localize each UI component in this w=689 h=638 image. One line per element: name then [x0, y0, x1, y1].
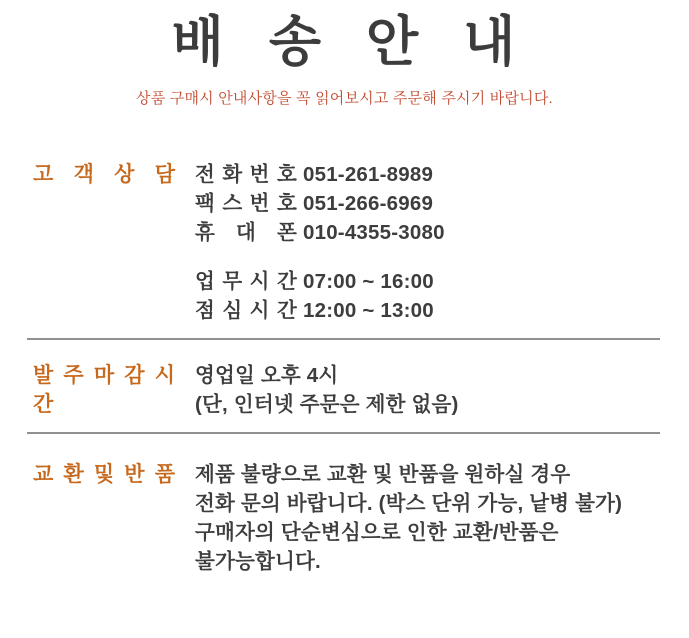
- exchange-return-line: 구매자의 단순변심으로 인한 교환/반품은: [195, 521, 559, 545]
- page-subtitle: 상품 구매시 안내사항을 꼭 읽어보시고 주문해 주시기 바랍니다.: [136, 90, 553, 108]
- header: [0, 0, 689, 108]
- exchange-return-content: [195, 460, 622, 576]
- phone-row: [195, 160, 445, 189]
- page-title: 배 송 안 내: [171, 12, 518, 72]
- lunch-hours-row: [195, 296, 445, 325]
- lunch-hours-label: 점 심 시 간: [195, 299, 297, 323]
- business-hours-label: 업 무 시 간: [195, 270, 297, 294]
- exchange-return-line: 제품 불량으로 교환 및 반품을 원하실 경우: [195, 463, 571, 487]
- section-customer-service: [0, 160, 689, 325]
- business-hours-value: 07:00 ~ 16:00: [303, 270, 434, 294]
- exchange-return-line: 불가능합니다.: [195, 550, 321, 574]
- fax-row: [195, 189, 445, 218]
- order-deadline-line: 영업일 오후 4시: [195, 364, 339, 388]
- customer-service-content: [195, 160, 445, 325]
- phone-number: 051-261-8989: [303, 163, 434, 187]
- phone-label: 전 화 번 호: [195, 163, 297, 187]
- divider: [27, 338, 660, 340]
- order-deadline-note: (단, 인터넷 주문은 제한 없음): [195, 393, 459, 417]
- order-deadline-content: [195, 361, 459, 419]
- fax-number: 051-266-6969: [303, 192, 434, 216]
- lunch-hours-value: 12:00 ~ 13:00: [303, 299, 434, 323]
- row-spacer: [195, 247, 445, 267]
- mobile-number: 010-4355-3080: [303, 221, 445, 245]
- mobile-label: 휴 대 폰: [195, 221, 297, 245]
- divider: [27, 432, 660, 434]
- fax-label: 팩 스 번 호: [195, 192, 297, 216]
- business-hours-row: [195, 267, 445, 296]
- section-label-exchange-return: 교 환 및 반 품: [33, 463, 175, 487]
- section-exchange-return: [0, 460, 689, 576]
- exchange-return-line: 전화 문의 바랍니다. (박스 단위 가능, 낱병 불가): [195, 492, 623, 516]
- section-label-order-deadline: 발 주 마 감 시 간: [33, 364, 175, 417]
- section-label-customer-service: 고 객 상 담: [33, 163, 175, 187]
- mobile-row: [195, 218, 445, 247]
- section-order-deadline: [0, 361, 689, 419]
